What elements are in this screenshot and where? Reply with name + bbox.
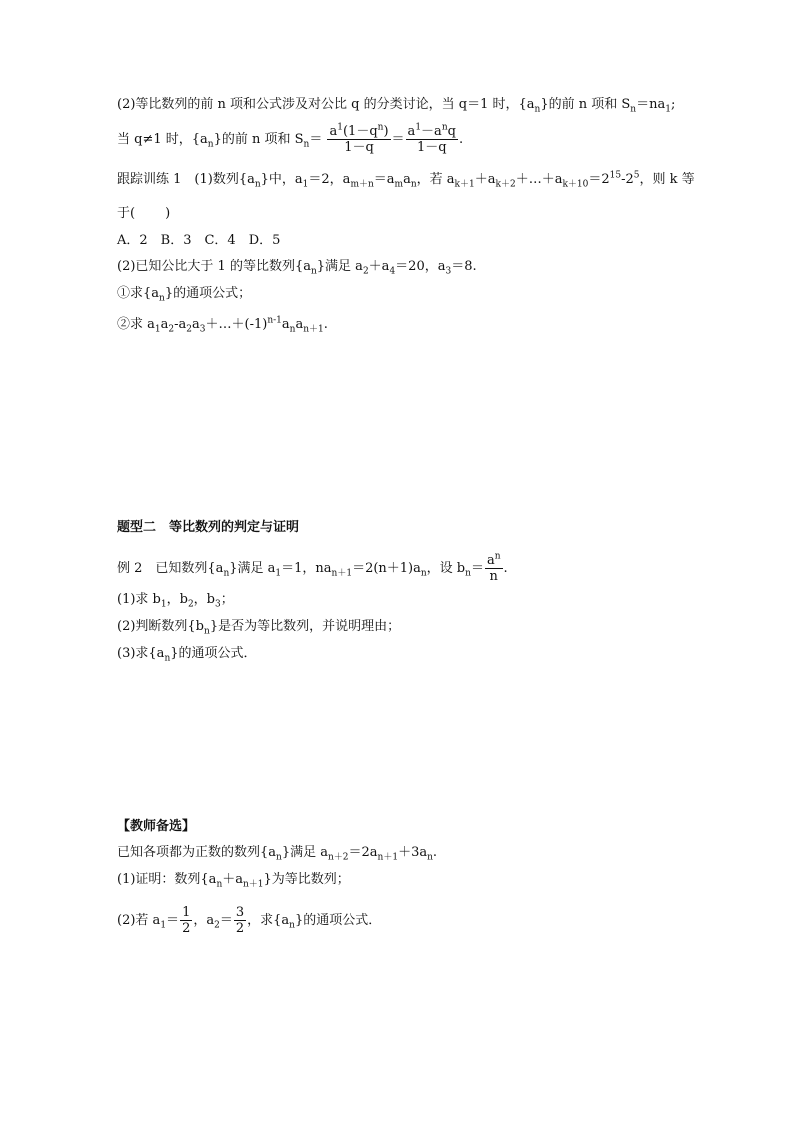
fraction-sum-formula-1: $\frac{a^1(1-q^n)}{1-q}$: [329, 122, 389, 155]
fraction-three-halves: $\frac{3}{2}$: [235, 905, 245, 936]
exercise-1-question-stem: 于( ): [117, 206, 171, 221]
exercise-1-part-1: 跟踪训练 1 (1)数列$\{a_n\}$中，$a_1=2$，$a_{m+n}=a_ma_n$，若 $a_{k+1}+a_{k+2}+\dots+a_{k+10}=2^{15}-2^5$，则 k 等: [117, 170, 695, 190]
exercise-1-choices: A．2 B．3 C．4 D．5: [117, 233, 281, 248]
section-heading-type-2: 题型二 等比数列的判定与证明: [117, 520, 300, 535]
exercise-1-part-2: (2)已知公比大于 1 的等比数列$\{a_n\}$满足 $a_2+a_4=20$，$a_3=8$.: [117, 259, 477, 277]
teacher-question-2: (2)若 $a_1=$ $\frac{1}{2}$ ，$a_2=$ $\frac{3}{2}$ ，求$\{a_n\}$的通项公式．: [117, 905, 382, 936]
fraction-one-half: $\frac{1}{2}$: [182, 905, 191, 936]
example-2-question-2: (2)判断数列$\{b_n\}$是否为等比数列，并说明理由；: [117, 619, 401, 637]
fraction-bn: $\frac{a^n}{n}$: [486, 551, 501, 584]
teacher-question-1: (1)证明：数列$\{a_n+a_{n+1}\}$为等比数列；: [117, 872, 350, 890]
para-sum-formula-q1: (2)等比数列的前 n 项和公式涉及对公比 q 的分类讨论，当 q＝1 时，$\{a_n\}$的前 n 项和 $S_n=na_1$;: [117, 97, 676, 115]
exercise-1-subquestion-2: ②求 $a_1a_2-a_2a_3+\dots+(-1)^{n-1}a_na_{n+1}$.: [117, 315, 328, 335]
exercise-1-subquestion-1: ①求$\{a_n\}$的通项公式；: [117, 286, 252, 304]
teacher-selection-heading: 【教师备选】: [117, 819, 196, 834]
teacher-problem-statement: 已知各项都为正数的数列$\{a_n\}$满足 $a_{n+2}=2a_{n+1}+3a_n$.: [117, 845, 438, 863]
example-2-statement: 例 2 已知数列$\{a_n\}$满足 $a_1=1$，$na_{n+1}=2(n+1)a_n$，设 $b_n=$ $\frac{a^n}{n}$ .: [117, 551, 508, 584]
fraction-sum-formula-2: $\frac{a^1-a^nq}{1-q}$: [407, 122, 456, 155]
example-2-question-1: (1)求 $b_1$，$b_2$，$b_3$；: [117, 592, 234, 610]
para-sum-formula-qne1: 当 q≠1 时，$\{a_n\}$的前 n 项和 $S_n=$ $\frac{a^1(1-q^n)}{1-q}$ ＝ $\frac{a^1-a^nq}{1-q}$ .: [117, 122, 464, 155]
example-2-question-3: (3)求$\{a_n\}$的通项公式．: [117, 646, 257, 664]
